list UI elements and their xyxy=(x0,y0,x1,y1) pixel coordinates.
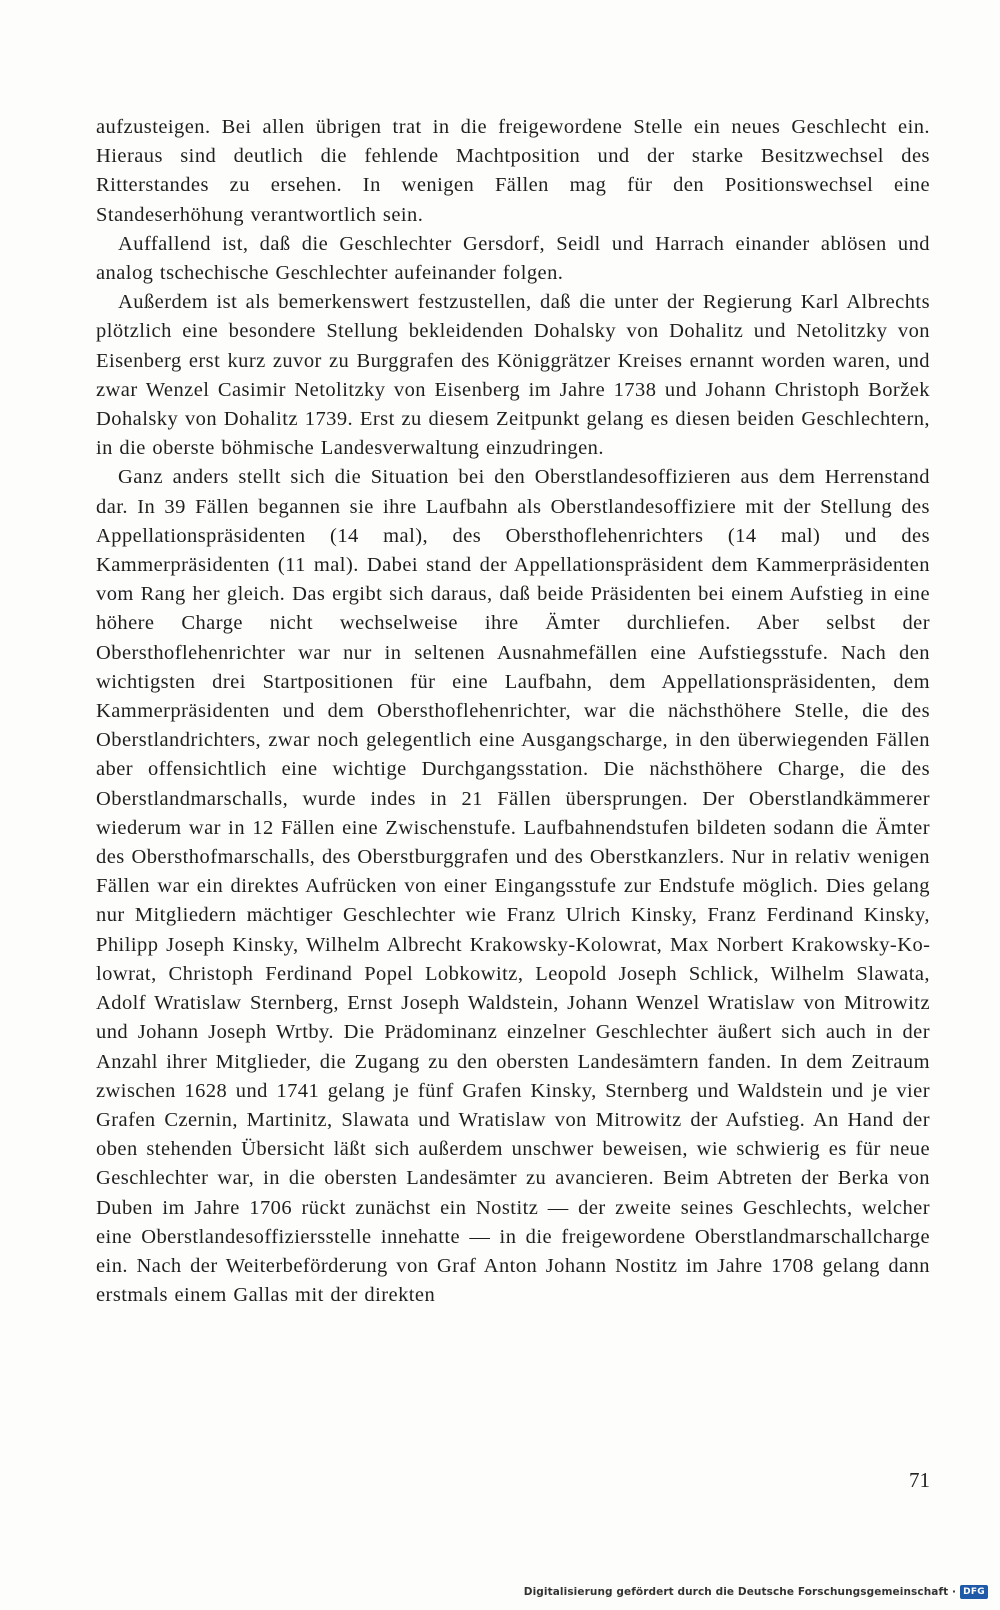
paragraph-1: aufzusteigen. Bei allen übrigen trat in die freigewordene Stelle ein neues Geschlecht ein. Hieraus sind deutlich die fehlende Machtposition und der starke Besitzwechsel des Ritterstandes zu ersehen. In wenigen Fällen mag für den Positionswechsel eine Standeserhöhung verantwortlich sein. xyxy=(96,116,930,226)
body-text xyxy=(96,113,930,1310)
digitization-footer xyxy=(524,1582,988,1602)
paragraph-2: Auffallend ist, daß die Geschlechter Gersdorf, Seidl und Harrach einander ablösen und analog tschechische Geschlechter aufeinander folgen. xyxy=(96,232,930,285)
paragraph-4: Ganz anders stellt sich die Situation bei den Oberstlandesoffizieren aus dem Herrenstand dar. In 39 Fällen begannen sie ihre Laufbahn als Oberstlandesoffiziere mit der Stellung des Appellationspräsidenten (14 mal), des Obersthoflehenrichters (14 mal) und des Kammerpräsidenten (11 mal). Dabei stand der Appellationspräsident dem Kammerpräsidenten vom Rang her gleich. Das ergibt sich daraus, daß beide Präsidenten bei einem Aufstieg in eine höhere Charge nicht wechselweise ihre Ämter durchliefen. Aber selbst der Obersthoflehenrichter war nur in seltenen Ausnahmefällen eine Aufstiegsstufe. Nach den wichtigsten drei Startpositionen für eine Laufbahn, dem Appellationspräsidenten, dem Kammerpräsidenten und dem Obersthoflehenrichter, war die nächsthöhere Stelle, die des Oberstlandrichters, zwar noch gelegentlich eine Ausgangscharge, in den überwiegenden Fällen aber offensichtlich eine wichtige Durchgangsstation. Die nächsthöhere Charge, die des Oberstlandmarschalls, wurde indes in 21 Fällen übersprungen. Der Oberstlandkämmerer wiederum war in 12 Fällen eine Zwischenstufe. Laufbahnendstufen bildeten sodann die Ämter des Obersthofmarschalls, des Oberstburggrafen und des Oberstkanzlers. Nur in relativ wenigen Fällen war ein direktes Aufrücken von einer Eingangsstufe zur Endstufe möglich. Dies gelang nur Mitgliedern mächtiger Geschlechter wie Franz Ulrich Kinsky, Franz Ferdinand Kinsky, Philipp Joseph Kinsky, Wilhelm Albrecht Krakowsky-Kolowrat, Max Norbert Krakowsky-Kolowrat, Christoph Ferdinand Popel Lobkowitz, Leopold Joseph Schlick, Wilhelm Slawata, Adolf Wratislaw Sternberg, Ernst Joseph Waldstein, Johann Wenzel Wratislaw von Mitrowitz und Johann Joseph Wrtby. Die Prädominanz einzelner Geschlechter äußert sich auch in der Anzahl ihrer Mitglieder, die Zugang zu den obersten Landesämtern fanden. In dem Zeitraum zwischen 1628 und 1741 gelang je fünf Grafen Kinsky, Sternberg und Waldstein und je vier Grafen Czernin, Martinitz, Slawata und Wratislaw von Mitrowitz der Aufstieg. An Hand der oben stehenden Übersicht läßt sich außerdem unschwer beweisen, wie schwierig es für neue Geschlechter war, in die obersten Landesämter zu avancieren. Beim Abtreten der Berka von Duben im Jahre 1706 rückt zunächst ein Nostitz — der zweite seines Geschlechts, welcher eine Oberstlandesoffiziersstelle innehatte — in die freigewordene Oberstlandmarschallcharge ein. Nach der Weiterbeförderung von Graf Anton Johann Nostitz im Jahre 1708 gelang dann erstmals einem Gallas mit der direkten xyxy=(96,466,930,1307)
page-number: 71 xyxy=(909,1468,930,1492)
dfg-logo: DFG xyxy=(960,1585,988,1599)
footer-credit-text: Digitalisierung gefördert durch die Deutsche Forschungsgemeinschaft · xyxy=(523,1586,957,1598)
paragraph-3: Außerdem ist als bemerkenswert festzustellen, daß die unter der Regierung Karl Albrechts plötzlich eine besondere Stellung bekleidenden Dohalsky von Dohalitz und Netolitzky von Eisenberg erst kurz zuvor zu Burggrafen des Königgrätzer Kreises ernannt worden waren, und zwar Wenzel Casimir Netolitzky von Eisenberg im Jahre 1738 und Johann Christoph Boržek Dohalsky von Dohalitz 1739. Erst zu diesem Zeitpunkt gelang es diesen beiden Geschlechtern, in die oberste böhmische Landesverwaltung einzudringen. xyxy=(96,291,930,460)
